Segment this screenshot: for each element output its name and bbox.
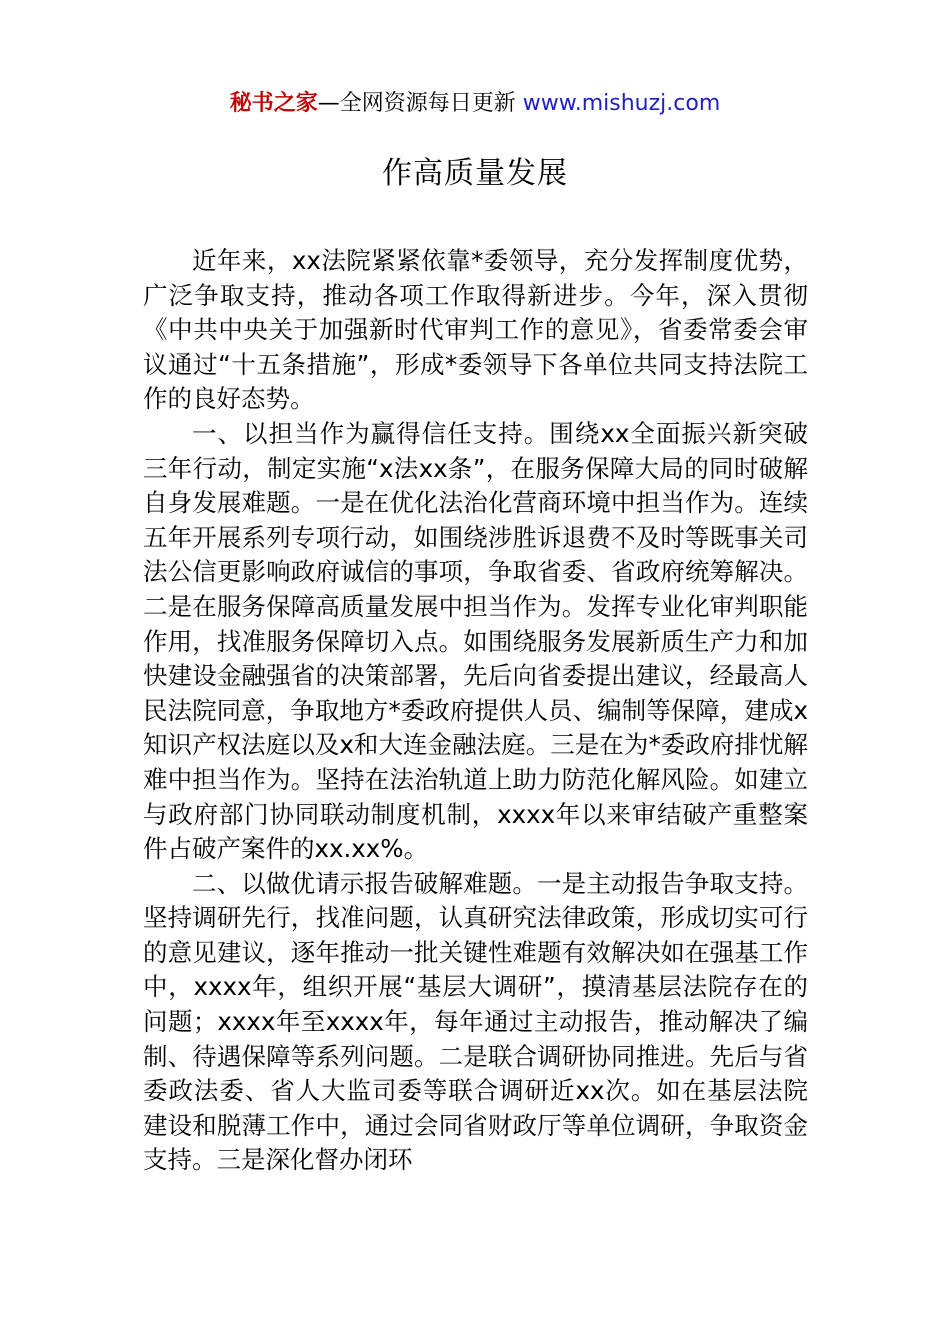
site-header: [0, 88, 950, 120]
header-tagline: —全网资源每日更新: [317, 91, 523, 116]
document-body: [143, 244, 808, 1178]
brand-name: 秘书之家: [229, 91, 318, 116]
paragraph: 二、以做优请示报告破解难题。一是主动报告争取支持。坚持调研先行，找准问题，认真研究法律政策，形成切实可行的意见建议，逐年推动一批关键性难题有效解决如在强基工作中，xxxx年，组织开展“基层大调研”，摸清基层法院存在的问题；xxxx年至xxxx年，每年通过主动报告，推动解决了编制、待遇保障等系列问题。二是联合调研协同推进。先后与省委政法委、省人大监司委等联合调研近xx次。如在基层法院建设和脱薄工作中，通过会同省财政厅等单位调研，争取资金支持。三是深化督办闭环: [143, 868, 808, 1175]
document-title: 作高质量发展: [382, 156, 568, 191]
site-url-link[interactable]: www.mishuzj.com: [522, 91, 721, 116]
paragraph: 近年来，xx法院紧紧依靠*委领导，充分发挥制度优势，广泛争取支持，推动各项工作取得新进步。今年，深入贯彻《中共中央关于加强新时代审判工作的意见》，省委常委会审议通过“十五条措施”，形成*委领导下各单位共同支持法院工作的良好态势。: [143, 246, 808, 414]
paragraph: 一、以担当作为赢得信任支持。围绕xx全面振兴新突破三年行动，制定实施“x法xx条”，在服务保障大局的同时破解自身发展难题。一是在优化法治化营商环境中担当作为。连续五年开展系列专项行动，如围绕涉胜诉退费不及时等既事关司法公信更影响政府诚信的事项，争取省委、省政府统筹解决。二是在服务保障高质量发展中担当作为。发挥专业化审判职能作用，找准服务保障切入点。如围绕服务发展新质生产力和加快建设金融强省的决策部署，先后向省委提出建议，经最高人民法院同意，争取地方*委政府提供人员、编制等保障，建成x知识产权法庭以及x和大连金融法庭。三是在为*委政府排忧解难中担当作为。坚持在法治轨道上助力防范化解风险。如建立与政府部门协同联动制度机制，xxxx年以来审结破产重整案件占破产案件的xx.xx%。: [143, 418, 808, 864]
